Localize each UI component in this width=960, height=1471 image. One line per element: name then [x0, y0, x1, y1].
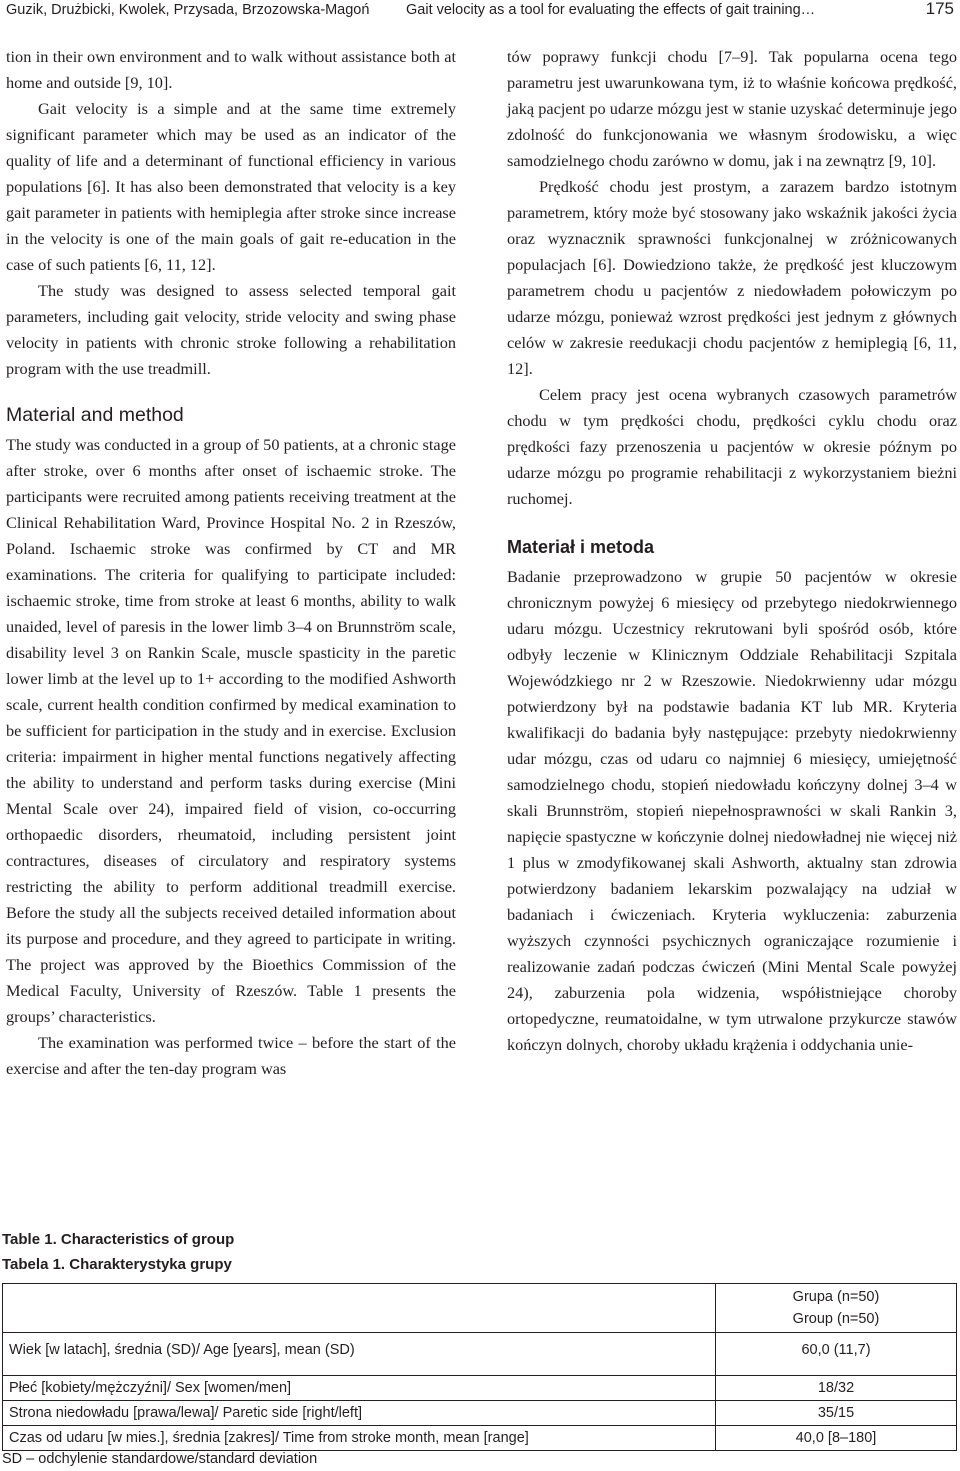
row-label: Wiek [w latach], średnia (SD)/ Age [years], mean (SD) [3, 1333, 716, 1368]
page-number: 175 [925, 0, 954, 18]
row-label: Czas od udaru [w mies.], średnia [zakres]/ Time from stroke month, mean [range] [3, 1426, 716, 1451]
header-running-title: Gait velocity as a tool for evaluating the effects of gait training… [406, 2, 816, 18]
row-value: 40,0 [8–180] [716, 1426, 957, 1451]
polish-column [507, 44, 957, 1058]
paragraph: The study was conducted in a group of 50 patients, at a chronic stage after stroke, over 6 months after onset of ischaemic stroke. The participants were recruited among patients receiving treatment at the Clinical Rehabilitation Ward, Province Hospital No. 2 in Rzeszów, Poland. Ischaemic stroke was confirmed by CT and MR examinations. The criteria for qualifying to participate included: ischaemic stroke, time from stroke at least 6 months, ability to walk unaided, level of paresis in the lower limb 3–4 on Brunnström scale, disability level 3 on Rankin Scale, muscle spasticity in the paretic lower limb at the level up to 1+ according to the modified Ashworth scale, current health condition confirmed by medical examination to be sufficient for participation in the study and in exercise. Exclusion criteria: impairment in higher mental functions negatively affecting the ability to understand and perform tasks during exercise (Mini Mental Scale over 24), impaired field of vision, co-occurring orthopaedic disorders, rheumatoid, including persistent joint contractures, diseases of circulatory and respiratory systems restricting the ability to perform additional treadmill exercise. Before the study all the subjects received detailed information about its purpose and procedure, and they agreed to participate in writing. The project was approved by the Bioethics Commission of the Medical Faculty, University of Rzeszów. Table 1 presents the groups’ characteristics. [6, 435, 456, 1026]
row-value: 60,0 (11,7) [716, 1333, 957, 1368]
header-authors: Guzik, Drużbicki, Kwolek, Przysada, Brzozowska-Magoń [6, 2, 370, 18]
english-column [6, 44, 456, 1082]
spacer-cell [716, 1367, 957, 1376]
table-caption-pl: Tabela 1. Charakterystyka grupy [2, 1256, 232, 1273]
table-row [3, 1376, 957, 1401]
spacer-cell [3, 1367, 716, 1376]
row-label: Strona niedowładu [prawa/lewa]/ Paretic side [right/left] [3, 1401, 716, 1426]
paragraph: Badanie przeprowadzono w grupie 50 pacjentów w okresie chronicznym powyżej 6 miesięcy od przebytego niedokrwiennego udaru mózgu. Uczestnicy rekrutowani byli spośród osób, które odbyły leczenie w Klinicznym Oddziale Rehabilitacji Szpitala Wojewódzkiego nr 2 w Rzeszowie. Niedokrwienny udar mózgu potwierdzony był na podstawie badania KT lub MR. Kryteria kwalifikacji do badania były następujące: przebyty niedokrwienny udar mózgu, czas od udaru co najmniej 6 miesięcy, umiejętność samodzielnego chodu, stopień niedowładu kończyny dolnej 3–4 w skali Brunnström, stopień niepełnosprawności w skali Rankin 3, napięcie spastyczne w kończynie dolnej niedowładnej nie więcej niż 1 plus w zmodyfikowanej skali Ashworth, aktualny stan zdrowia potwierdzony badaniem lekarskim pozwalający na udział w badaniach i ćwiczeniach. Kryteria wykluczenia: zaburzenia wyższych czynności psychicznych ograniczające rozumienie i realizowanie zadań podczas ćwiczeń (Mini Mental Scale powyżej 24), zaburzenia pola widzenia, współistniejące choroby ortopedyczne, reumatoidalne, w tym utrwalone przykurcze stawów kończyn dolnych, choroby układu krążenia i oddychania unie- [507, 567, 957, 1054]
row-value: 18/32 [716, 1376, 957, 1401]
paragraph: Prędkość chodu jest prostym, a zarazem bardzo istotnym parametrem, który może być stosowany jako wskaźnik jakości życia oraz wyznacznik sprawności funkcjonalnej w zróżnicowanych populacjach [6]. Dowiedziono także, że prędkość jest kluczowym parametrem chodu u pacjentów z niedowładem połowiczym po udarze mózgu, ponieważ wzrost prędkości jest jednym z głównych celów w zakresie reedukacji chodu pacjentów z hemiplegią [6, 11, 12]. [507, 177, 957, 378]
table-row [3, 1401, 957, 1426]
group-characteristics-table [2, 1283, 957, 1451]
page-header [6, 0, 954, 22]
header-group-pl: Grupa (n=50) [792, 1289, 880, 1305]
table-header-group [716, 1284, 957, 1333]
paragraph: tion in their own environment and to walk without assistance both at home and outside [9, 10]. [6, 47, 456, 92]
table-header-row [3, 1284, 957, 1333]
paragraph: The examination was performed twice – before the start of the exercise and after the ten-day program was [6, 1033, 456, 1078]
paragraph: Gait velocity is a simple and at the same time extremely significant parameter which may be used as an indicator of the quality of life and a determinant of functional efficiency in various populations [6]. It has also been demonstrated that velocity is a key gait parameter in patients with hemiplegia after stroke since increase in the velocity is one of the main goals of gait re-education in the case of such patients [6, 11, 12]. [6, 99, 456, 274]
table-footnote: SD – odchylenie standardowe/standard deviation [2, 1451, 318, 1467]
section-heading: Materiał i metoda [507, 537, 655, 557]
table-row [3, 1333, 957, 1368]
header-group-en: Group (n=50) [792, 1311, 880, 1327]
table-caption-en: Table 1. Characteristics of group [2, 1231, 235, 1248]
paragraph: Celem pracy jest ocena wybranych czasowych parametrów chodu w tym prędkości chodu, prędkości cyklu chodu oraz prędkości fazy przenoszenia u pacjentów w okresie późnym po udarze mózgu po programie rehabilitacji z wykorzystaniem bieżni ruchomej. [507, 385, 957, 508]
table-spacer-row [3, 1367, 957, 1376]
paragraph: tów poprawy funkcji chodu [7–9]. Tak popularna ocena tego parametru jest uwarunkowana tym, iż to właśnie końcowa prędkość, jaką pacjent po udarze mózgu jest w stanie uzyskać determinuje jego zdolność do funkcjonowania we własnym środowisku, a więc samodzielnego chodu zarówno w domu, jak i na zewnątrz [9, 10]. [507, 47, 957, 170]
table-row [3, 1426, 957, 1451]
row-label: Płeć [kobiety/mężczyźni]/ Sex [women/men] [3, 1376, 716, 1401]
section-heading: Material and method [6, 404, 184, 426]
table-header-empty-cell [3, 1284, 716, 1333]
row-value: 35/15 [716, 1401, 957, 1426]
paragraph: The study was designed to assess selected temporal gait parameters, including gait velocity, stride velocity and swing phase velocity in patients with chronic stroke following a rehabilitation program with the use treadmill. [6, 281, 456, 378]
